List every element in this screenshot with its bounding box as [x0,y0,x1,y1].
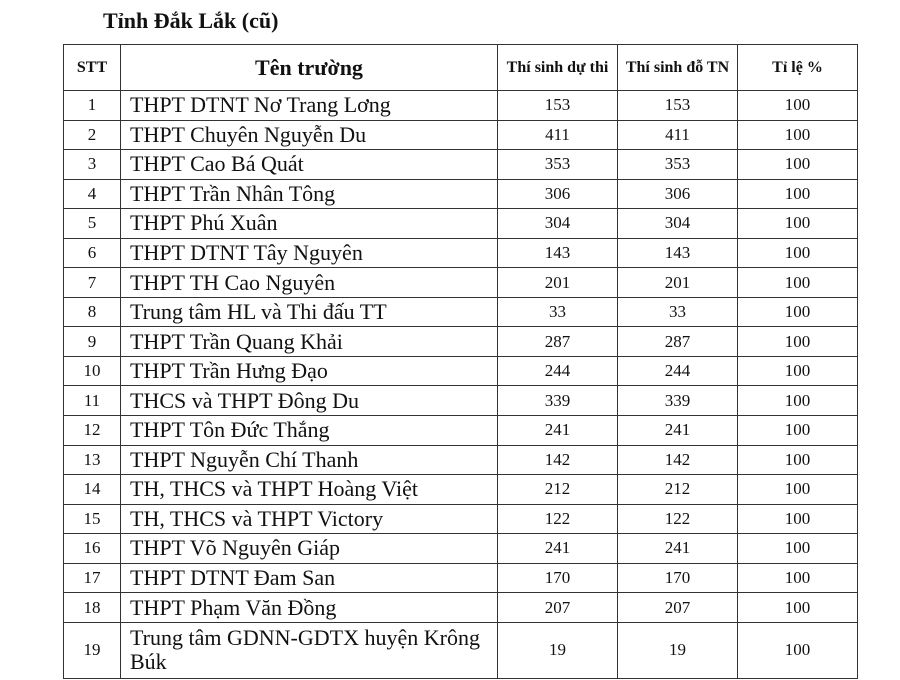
rate-cell: 100 [738,238,858,268]
table-row [64,297,858,327]
stt-cell: 16 [64,534,121,564]
results-table [63,44,858,679]
table-row [64,209,858,239]
candidates-cell: 353 [498,150,618,180]
table-row [64,386,858,416]
table-row [64,120,858,150]
school-name-cell: THPT Phạm Văn Đồng [121,593,498,623]
passed-cell: 339 [618,386,738,416]
stt-cell: 7 [64,268,121,298]
rate-cell: 100 [738,563,858,593]
table-row [64,622,858,678]
passed-cell: 353 [618,150,738,180]
table-row [64,593,858,623]
rate-cell: 100 [738,504,858,534]
passed-cell: 411 [618,120,738,150]
school-name-cell: TH, THCS và THPT Victory [121,504,498,534]
rate-cell: 100 [738,150,858,180]
stt-cell: 6 [64,238,121,268]
passed-cell: 153 [618,91,738,121]
header-passed: Thí sinh đỗ TN [618,45,738,91]
table-row [64,475,858,505]
stt-cell: 8 [64,297,121,327]
rate-cell: 100 [738,297,858,327]
stt-cell: 12 [64,416,121,446]
candidates-cell: 207 [498,593,618,623]
school-name-cell: TH, THCS và THPT Hoàng Việt [121,475,498,505]
table-row [64,563,858,593]
table-row [64,445,858,475]
passed-cell: 241 [618,416,738,446]
table-row [64,268,858,298]
passed-cell: 143 [618,238,738,268]
rate-cell: 100 [738,356,858,386]
rate-cell: 100 [738,445,858,475]
table-row [64,534,858,564]
header-candidates: Thí sinh dự thi [498,45,618,91]
rate-cell: 100 [738,534,858,564]
school-name-cell: THCS và THPT Đông Du [121,386,498,416]
candidates-cell: 241 [498,534,618,564]
school-name-cell: THPT Nguyễn Chí Thanh [121,445,498,475]
candidates-cell: 339 [498,386,618,416]
rate-cell: 100 [738,386,858,416]
passed-cell: 33 [618,297,738,327]
stt-cell: 11 [64,386,121,416]
document-title: Tỉnh Đắk Lắk (cũ) [103,8,279,33]
rate-cell: 100 [738,91,858,121]
passed-cell: 287 [618,327,738,357]
rate-cell: 100 [738,593,858,623]
school-name-cell: THPT DTNT Đam San [121,563,498,593]
header-stt: STT [64,45,121,91]
stt-cell: 14 [64,475,121,505]
candidates-cell: 287 [498,327,618,357]
candidates-cell: 170 [498,563,618,593]
header-school-name: Tên trường [121,45,498,91]
table-row [64,150,858,180]
school-name-cell: Trung tâm HL và Thi đấu TT [121,297,498,327]
header-rate: Tỉ lệ % [738,45,858,91]
stt-cell: 15 [64,504,121,534]
school-name-cell: THPT Trần Hưng Đạo [121,356,498,386]
stt-cell: 13 [64,445,121,475]
rate-cell: 100 [738,120,858,150]
table-row [64,416,858,446]
candidates-cell: 122 [498,504,618,534]
passed-cell: 19 [618,622,738,678]
rate-cell: 100 [738,179,858,209]
rate-cell: 100 [738,416,858,446]
school-name-cell: THPT Trần Nhân Tông [121,179,498,209]
candidates-cell: 142 [498,445,618,475]
rate-cell: 100 [738,327,858,357]
stt-cell: 17 [64,563,121,593]
candidates-cell: 304 [498,209,618,239]
school-name-cell: THPT Võ Nguyên Giáp [121,534,498,564]
candidates-cell: 306 [498,179,618,209]
candidates-cell: 212 [498,475,618,505]
rate-cell: 100 [738,622,858,678]
table-header-row [64,45,858,91]
candidates-cell: 201 [498,268,618,298]
school-name-cell: THPT DTNT Nơ Trang Lơng [121,91,498,121]
school-name-cell: Trung tâm GDNN-GDTX huyện Krông Búk [121,622,498,678]
passed-cell: 142 [618,445,738,475]
stt-cell: 19 [64,622,121,678]
candidates-cell: 33 [498,297,618,327]
school-name-cell: THPT Trần Quang Khải [121,327,498,357]
table-row [64,504,858,534]
table-row [64,91,858,121]
table-row [64,356,858,386]
school-name-cell: THPT DTNT Tây Nguyên [121,238,498,268]
school-name-cell: THPT Tôn Đức Thắng [121,416,498,446]
candidates-cell: 244 [498,356,618,386]
rate-cell: 100 [738,475,858,505]
stt-cell: 5 [64,209,121,239]
candidates-cell: 19 [498,622,618,678]
passed-cell: 304 [618,209,738,239]
table-row [64,179,858,209]
passed-cell: 170 [618,563,738,593]
school-name-cell: THPT Chuyên Nguyễn Du [121,120,498,150]
stt-cell: 3 [64,150,121,180]
passed-cell: 244 [618,356,738,386]
stt-cell: 10 [64,356,121,386]
school-name-cell: THPT TH Cao Nguyên [121,268,498,298]
passed-cell: 212 [618,475,738,505]
school-name-cell: THPT Cao Bá Quát [121,150,498,180]
passed-cell: 201 [618,268,738,298]
table-row [64,238,858,268]
passed-cell: 241 [618,534,738,564]
stt-cell: 18 [64,593,121,623]
rate-cell: 100 [738,268,858,298]
candidates-cell: 241 [498,416,618,446]
candidates-cell: 143 [498,238,618,268]
rate-cell: 100 [738,209,858,239]
candidates-cell: 153 [498,91,618,121]
stt-cell: 9 [64,327,121,357]
stt-cell: 1 [64,91,121,121]
school-name-cell: THPT Phú Xuân [121,209,498,239]
candidates-cell: 411 [498,120,618,150]
stt-cell: 2 [64,120,121,150]
stt-cell: 4 [64,179,121,209]
table-row [64,327,858,357]
passed-cell: 306 [618,179,738,209]
passed-cell: 207 [618,593,738,623]
passed-cell: 122 [618,504,738,534]
